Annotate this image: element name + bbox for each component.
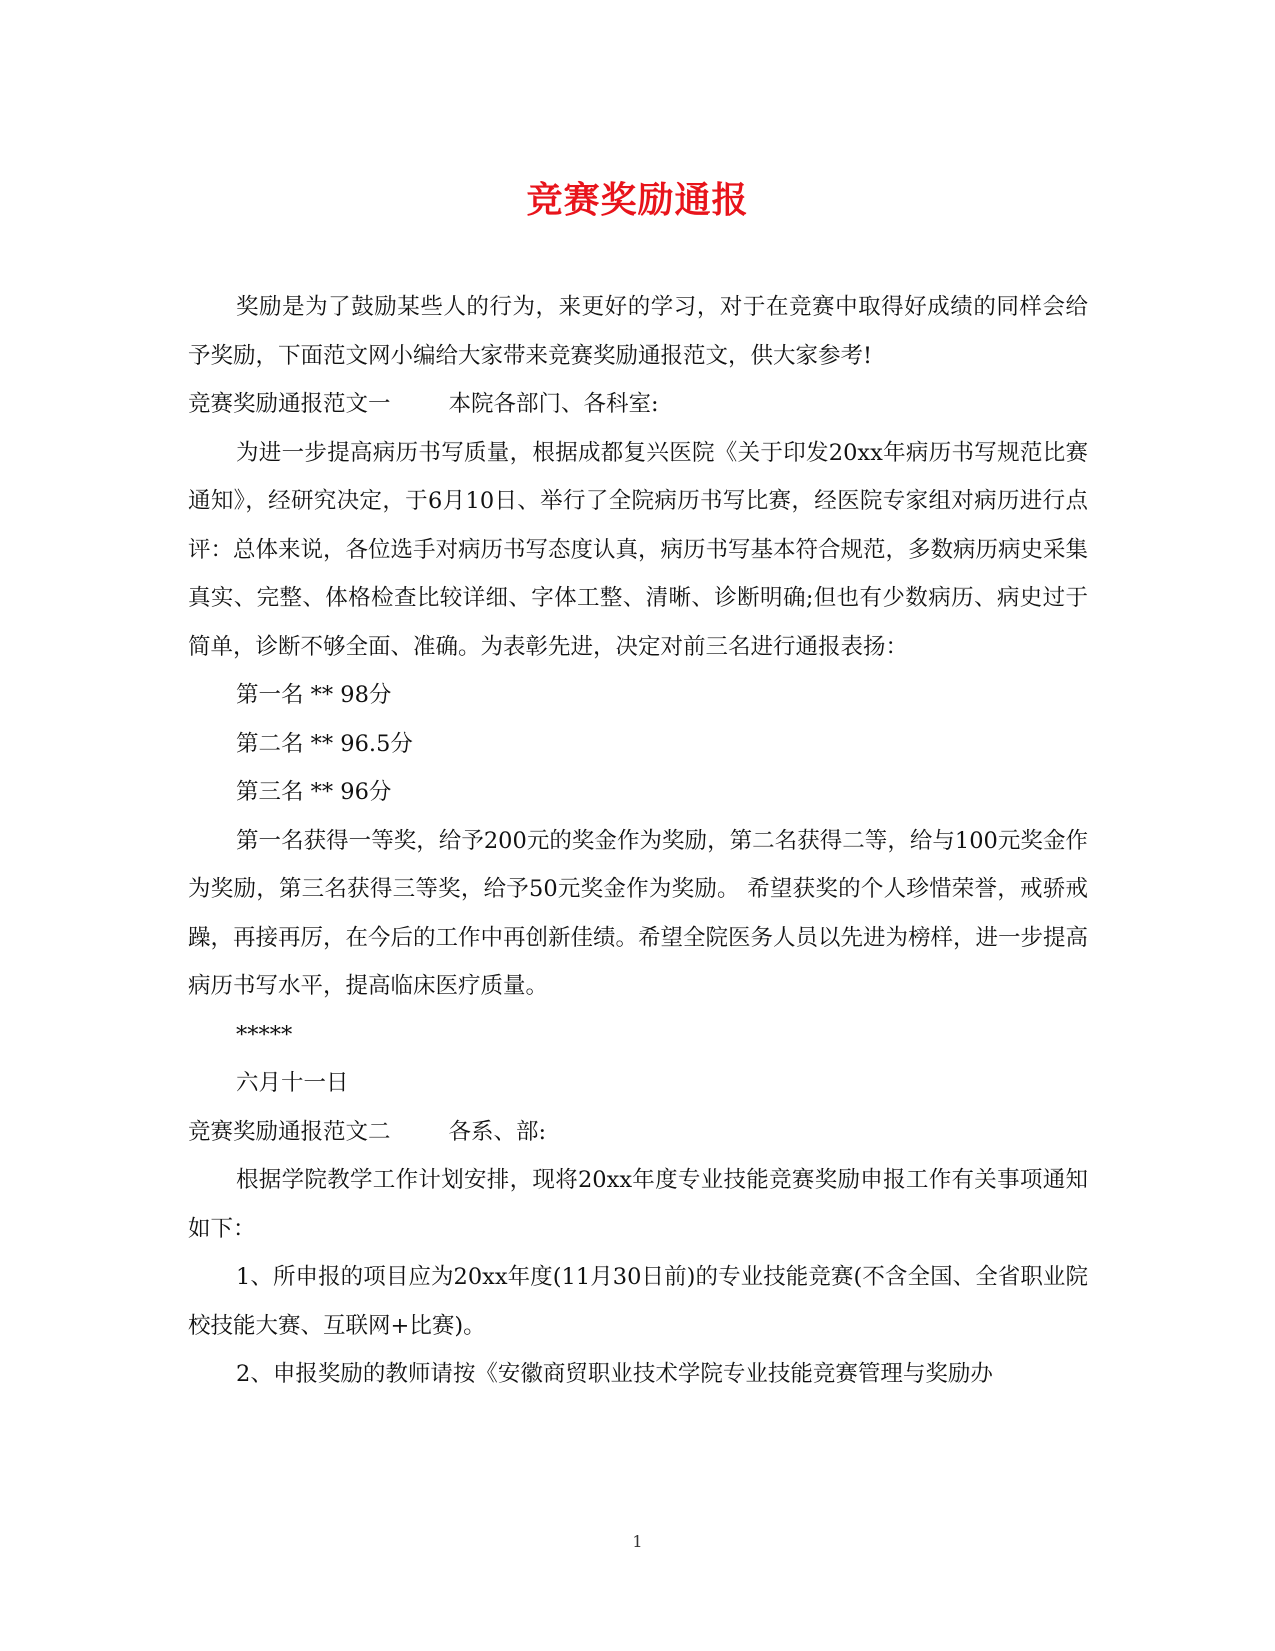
- sample2-heading: 竞赛奖励通报范文二: [188, 1118, 391, 1145]
- sample1-addressee: 本院各部门、各科室:: [448, 391, 659, 417]
- page-number: 1: [632, 1532, 643, 1551]
- sample1-heading: 竞赛奖励通报范文一: [188, 391, 391, 417]
- ranking-third: 第三名 ** 96分: [236, 779, 392, 805]
- sample1-paragraph: 为进一步提高病历书写质量，根据成都复兴医院《关于印发20xx年病历书写规范比赛通知》，经研究决定，于6月10日、举行了全院病历书写比赛，经医院专家组对病历进行点评：总体来说，各位选手对病历书写态度认真，病历书写基本符合规范，多数病历病史采集真实、完整、体格检查比较详细、字体工整、清晰、诊断明确;但也有少数病历、病史过于简单，诊断不够全面、准确。为表彰先进，决定对前三名进行通报表扬：: [188, 439, 1089, 660]
- item-2: 2、申报奖励的教师请按《安徽商贸职业技术学院专业技能竞赛管理与奖励办: [236, 1361, 993, 1387]
- document-title: 竞赛奖励通报: [526, 179, 749, 221]
- item-1: 1、所申报的项目应为20xx年度(11月30日前)的专业技能竞赛(不含全国、全省职业院校技能大赛、互联网+比赛)。: [188, 1264, 1088, 1339]
- date: 六月十一日: [236, 1070, 349, 1096]
- signature: *****: [236, 1021, 293, 1048]
- intro-paragraph: 奖励是为了鼓励某些人的行为，来更好的学习，对于在竞赛中取得好成绩的同样会给予奖励，下面范文网小编给大家带来竞赛奖励通报范文，供大家参考!: [188, 294, 1088, 369]
- ranking-first: 第一名 ** 98分: [236, 682, 392, 708]
- award-paragraph: 第一名获得一等奖，给予200元的奖金作为奖励，第二名获得二等，给与100元奖金作为奖励，第三名获得三等奖，给予50元奖金作为奖励。 希望获奖的个人珍惜荣誉，戒骄戒躁，再接再厉，在今后的工作中再创新佳绩。希望全院医务人员以先进为榜样，进一步提高病历书写水平，提高临床医疗质量。: [188, 827, 1089, 999]
- sample2-addressee: 各系、部:: [448, 1118, 547, 1145]
- sample1-heading-line: [188, 380, 1088, 429]
- ranking-second: 第二名 ** 96.5分: [236, 730, 413, 757]
- document-body: [188, 283, 1088, 1399]
- sample2-paragraph: 根据学院教学工作计划安排，现将20xx年度专业技能竞赛奖励申报工作有关事项通知如下：: [188, 1167, 1088, 1242]
- sample2-heading-line: [188, 1108, 1088, 1157]
